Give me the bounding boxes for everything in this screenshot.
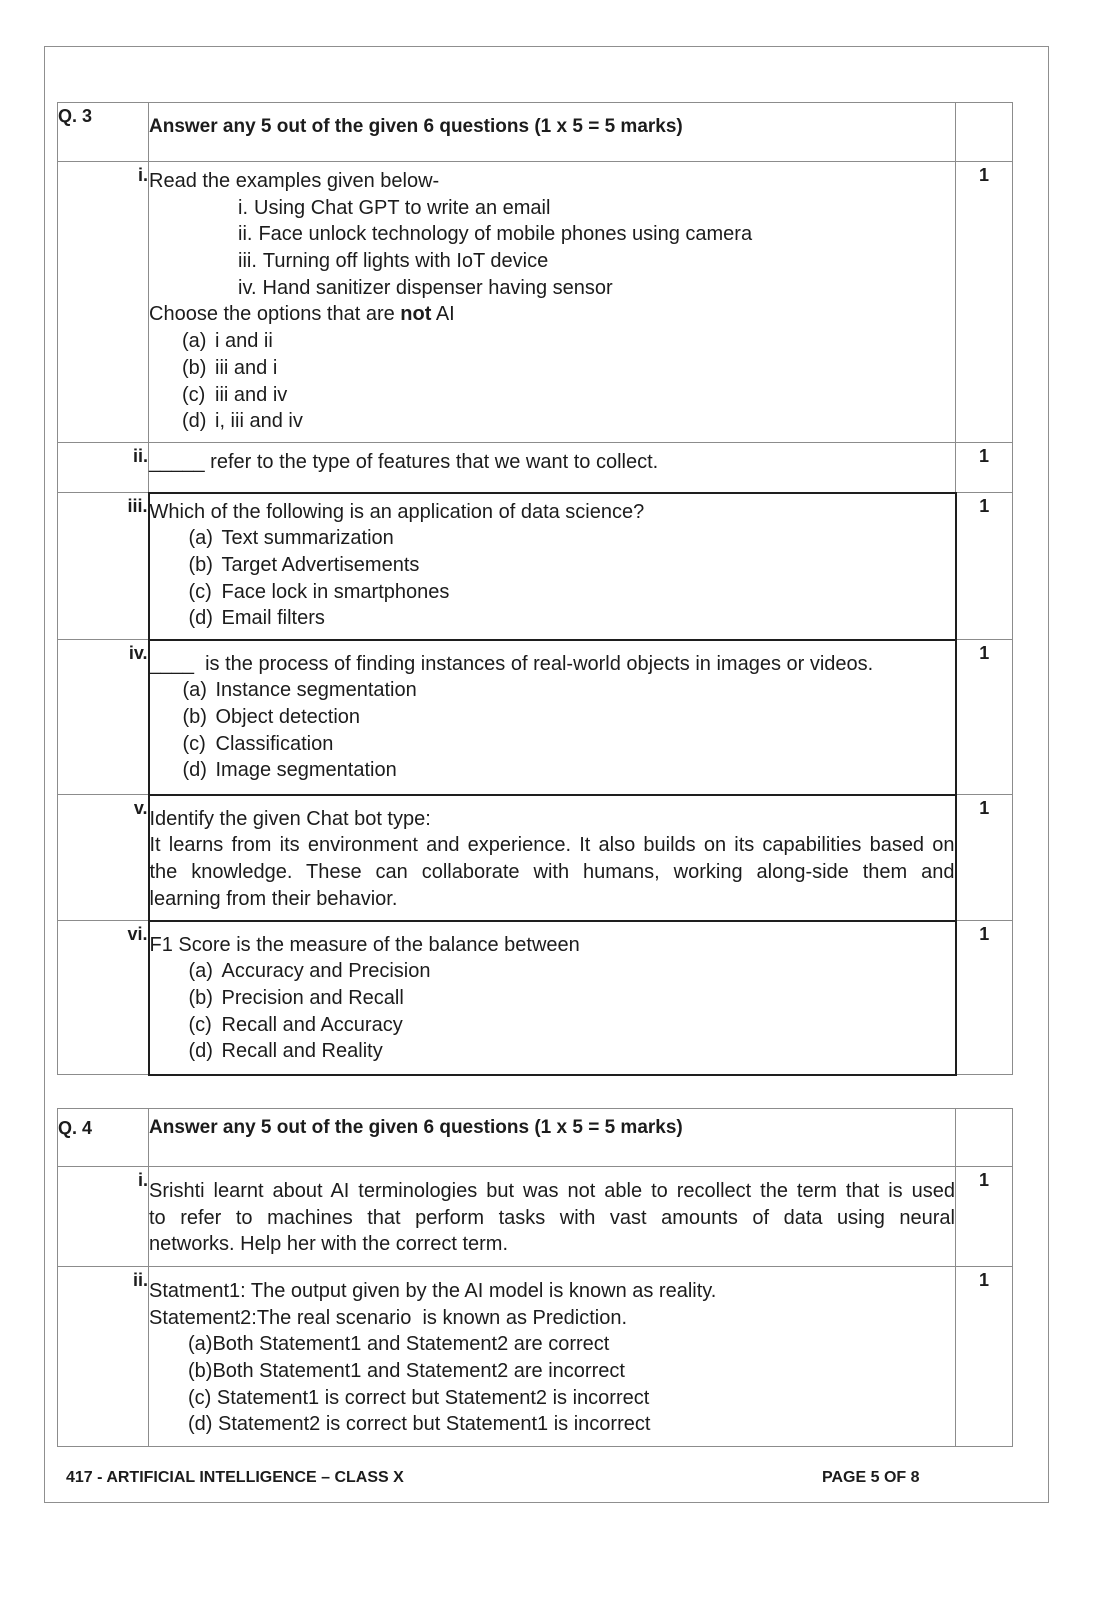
question-text: Identify the given Chat bot type: xyxy=(149,807,431,830)
question-text: ____ is the process of finding instances of real-world objects in images or videos. xyxy=(149,652,874,675)
footer-page-number: PAGE 5 OF 8 xyxy=(822,1469,920,1486)
statement-text: Statement2:The real scenario is known as Prediction. xyxy=(149,1306,628,1329)
sub-question-label: ii. xyxy=(58,443,149,493)
sub-question-row xyxy=(58,162,1013,443)
answer-option xyxy=(150,552,955,579)
option-text: Accuracy and Precision xyxy=(221,960,431,983)
question-4-table xyxy=(57,1108,1013,1447)
marks-value: 1 xyxy=(956,1267,1013,1447)
example-text: Hand sanitizer dispenser having sensor xyxy=(262,276,613,299)
question-text: _____ refer to the type of features that we want to collect. xyxy=(149,451,659,473)
option-text: Object detection xyxy=(215,705,361,728)
prompt-text: Choose the options that are xyxy=(149,303,401,326)
question-text: F1 Score is the measure of the balance between xyxy=(149,933,580,956)
question-header-row xyxy=(58,1109,1013,1167)
option-label: (a) xyxy=(188,960,213,983)
answer-option xyxy=(149,328,955,355)
marks-header-cell xyxy=(956,1109,1013,1167)
answer-option xyxy=(150,731,955,758)
option-label: (b) xyxy=(188,986,213,1009)
question-header-row xyxy=(58,103,1013,162)
example-item xyxy=(149,275,955,302)
answer-option: (c) Statement1 is correct but Statement2 is incorrect xyxy=(188,1386,650,1409)
answer-option xyxy=(150,605,955,632)
question-prompt xyxy=(149,301,955,328)
marks-header-cell xyxy=(956,103,1013,162)
answer-option xyxy=(150,704,955,731)
option-label: (c) xyxy=(182,383,206,406)
question-line: networks. Help her with the correct term. xyxy=(149,1233,509,1256)
example-text: Using Chat GPT to write an email xyxy=(254,196,551,219)
sub-question-label: iv. xyxy=(58,640,149,795)
sub-question-label: i. xyxy=(58,162,149,443)
option-text: Face lock in smartphones xyxy=(221,580,450,603)
question-line: to refer to machines that perform tasks with vast amounts of data using neural xyxy=(149,1206,955,1229)
marks-value: 1 xyxy=(956,640,1013,795)
answer-option xyxy=(150,677,955,704)
sub-question-label: iii. xyxy=(58,493,149,640)
sub-question-row xyxy=(58,1167,1013,1267)
option-label: (d) xyxy=(182,759,207,782)
option-label: (b) xyxy=(182,356,207,379)
answer-option xyxy=(149,382,955,409)
question-number: Q. 4 xyxy=(58,1109,149,1167)
example-number: ii. xyxy=(238,223,253,246)
answer-option xyxy=(150,1038,955,1065)
option-text: Image segmentation xyxy=(215,759,397,782)
answer-option: (b)Both Statement1 and Statement2 are incorrect xyxy=(188,1360,625,1383)
marks-value: 1 xyxy=(956,443,1013,493)
option-text: Classification xyxy=(215,732,334,755)
question-text: Which of the following is an application of data science? xyxy=(149,500,645,523)
answer-option xyxy=(150,757,955,784)
option-text: i, iii and iv xyxy=(215,410,303,433)
example-text: Turning off lights with IoT device xyxy=(262,250,549,273)
option-label: (b) xyxy=(182,705,207,728)
example-number: iv. xyxy=(238,276,257,299)
answer-option xyxy=(149,355,955,382)
marks-value: 1 xyxy=(956,162,1013,443)
option-label: (b) xyxy=(188,553,213,576)
sub-question-row xyxy=(58,443,1013,493)
sub-question-content xyxy=(149,162,956,443)
option-label: (c) xyxy=(188,580,212,603)
passage-line: It learns from its environment and experience. It also builds on its capabilities based on xyxy=(149,834,955,857)
option-label: (d) xyxy=(188,1040,213,1063)
option-text: Recall and Accuracy xyxy=(221,1013,403,1036)
answer-option xyxy=(150,958,955,985)
sub-question-label: i. xyxy=(58,1167,149,1267)
prompt-text: AI xyxy=(431,303,455,326)
option-text: Precision and Recall xyxy=(221,986,404,1009)
option-label: (d) xyxy=(188,607,213,630)
question-line: Srishti learnt about AI terminologies but was not able to recollect the term that is used xyxy=(149,1180,955,1202)
answer-option xyxy=(150,985,955,1012)
footer-subject: 417 - ARTIFICIAL INTELLIGENCE – CLASS X xyxy=(66,1469,404,1486)
sub-question-content xyxy=(149,493,956,640)
option-label: (c) xyxy=(188,1013,212,1036)
option-text: Instance segmentation xyxy=(215,679,417,702)
sub-question-row xyxy=(58,640,1013,795)
sub-question-label: v. xyxy=(58,795,149,921)
example-item xyxy=(149,248,955,275)
question-text: Read the examples given below- xyxy=(149,170,440,192)
option-text: Text summarization xyxy=(221,527,394,550)
option-text: Recall and Reality xyxy=(221,1040,383,1063)
marks-value: 1 xyxy=(956,493,1013,640)
sub-question-content xyxy=(149,921,956,1075)
question-instruction: Answer any 5 out of the given 6 questions (1 x 5 = 5 marks) xyxy=(149,103,956,162)
option-text: iii and iv xyxy=(215,383,288,406)
marks-value: 1 xyxy=(956,795,1013,921)
answer-option xyxy=(149,408,955,435)
example-number: i. xyxy=(238,196,248,219)
example-text: Face unlock technology of mobile phones using camera xyxy=(258,223,753,246)
option-text: iii and i xyxy=(215,356,278,379)
answer-option: (a)Both Statement1 and Statement2 are correct xyxy=(188,1333,610,1356)
option-label: (a) xyxy=(188,527,213,550)
example-item xyxy=(149,195,955,222)
marks-value: 1 xyxy=(956,921,1013,1075)
question-number: Q. 3 xyxy=(58,103,149,162)
sub-question-row xyxy=(58,795,1013,921)
option-label: (d) xyxy=(182,410,207,433)
sub-question-content xyxy=(149,1267,956,1447)
statement-text: Statment1: The output given by the AI model is known as reality. xyxy=(149,1280,717,1302)
prompt-emphasis: not xyxy=(400,303,432,326)
marks-value: 1 xyxy=(956,1167,1013,1267)
option-label: (a) xyxy=(182,330,207,353)
sub-question-content xyxy=(149,1167,956,1267)
option-label: (c) xyxy=(182,732,206,755)
sub-question-content xyxy=(149,795,956,921)
question-3-table xyxy=(57,102,1013,1076)
passage-line: the knowledge. These can collaborate with humans, working along-side them and xyxy=(149,860,955,883)
question-instruction: Answer any 5 out of the given 6 questions (1 x 5 = 5 marks) xyxy=(149,1109,956,1167)
sub-question-label: vi. xyxy=(58,921,149,1075)
answer-option xyxy=(150,525,955,552)
option-text: i and ii xyxy=(215,330,273,353)
answer-option xyxy=(150,1012,955,1039)
option-label: (a) xyxy=(182,679,207,702)
sub-question-row xyxy=(58,921,1013,1075)
sub-question-content xyxy=(149,443,956,493)
sub-question-label: ii. xyxy=(58,1267,149,1447)
option-text: Target Advertisements xyxy=(221,553,420,576)
sub-question-row xyxy=(58,493,1013,640)
passage-line: learning from their behavior. xyxy=(149,887,398,910)
example-number: iii. xyxy=(238,250,257,273)
sub-question-content xyxy=(149,640,956,795)
option-text: Email filters xyxy=(221,607,325,630)
example-item xyxy=(149,221,955,248)
sub-question-row xyxy=(58,1267,1013,1447)
answer-option: (d) Statement2 is correct but Statement1 is incorrect xyxy=(188,1413,651,1436)
answer-option xyxy=(150,579,955,606)
